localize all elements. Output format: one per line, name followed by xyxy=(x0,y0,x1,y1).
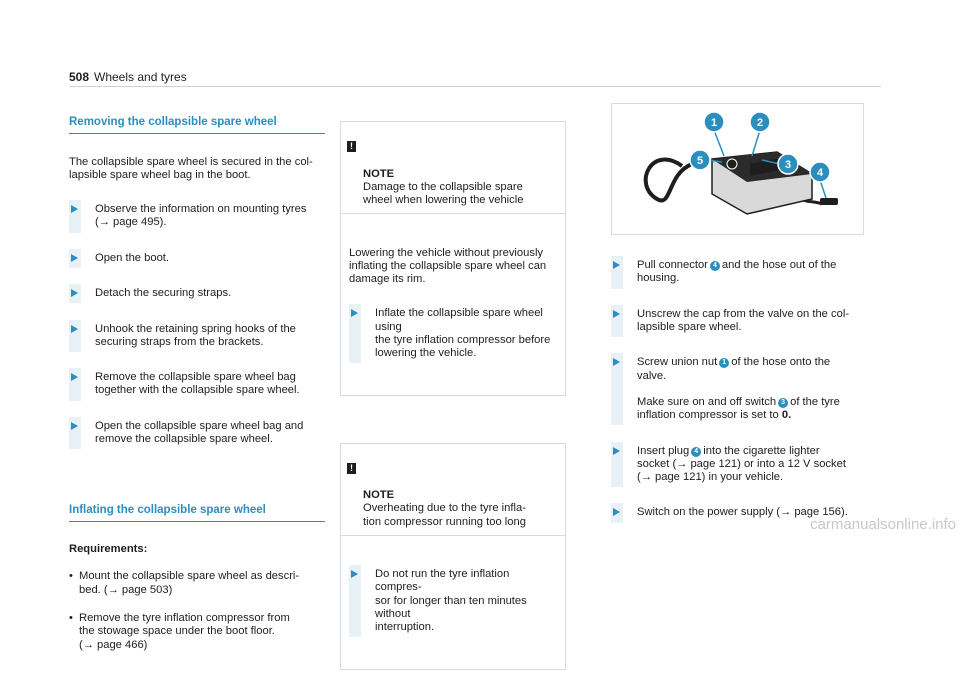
tyre-inflation-compressor-illustration xyxy=(612,104,863,234)
note-label: NOTE xyxy=(363,489,395,502)
step-item: Detach the securing straps. xyxy=(69,287,325,300)
callout-4 xyxy=(810,162,830,198)
step-arrow-icon xyxy=(613,447,620,455)
callout-badge: 1 xyxy=(719,358,729,368)
step-arrow-icon xyxy=(351,309,358,317)
svg-text:4: 4 xyxy=(816,167,824,179)
requirement-item: • Mount the collapsible spare wheel as descri- bed. (→ page 503) xyxy=(69,570,325,596)
step-item: Open the boot. xyxy=(69,252,325,265)
note-step: Do not run the tyre inflation compres- sor for longer than ten minutes without interruption. xyxy=(349,568,557,634)
switch xyxy=(727,159,737,169)
step-item: Unhook the retaining spring hooks of the securing straps from the brackets. xyxy=(69,323,325,349)
warning-icon: ! xyxy=(347,463,356,474)
step-item: Screw union nut 1 of the hose onto the valve. Make sure on and off switch 3 of the tyre inflation compressor is set to 0. xyxy=(611,356,867,422)
header-rule xyxy=(69,86,881,87)
callout-badge: 4 xyxy=(691,447,701,457)
note-header xyxy=(341,135,565,214)
note-box-damage xyxy=(340,121,566,396)
page-header-title: Wheels and tyres xyxy=(94,70,187,84)
step-item: Pull connector 4 and the hose out of the housing. xyxy=(611,259,867,285)
requirements-label: Requirements: xyxy=(69,543,148,556)
step-item: Insert plug 4 into the cigarette lighter socket (→ page 121) or into a 12 V socket (→ page 121) in your vehicle. xyxy=(611,445,867,485)
step-arrow-icon xyxy=(71,289,78,297)
step-item: Open the collapsible spare wheel bag and remove the collapsible spare wheel. xyxy=(69,420,325,446)
step-arrow-icon xyxy=(71,205,78,213)
step-arrow-icon xyxy=(71,373,78,381)
right-column xyxy=(611,246,867,542)
warning-icon: ! xyxy=(347,141,356,152)
intro-text: The collapsible spare wheel is secured in the col- lapsible spare wheel bag in the boot. xyxy=(69,155,313,181)
svg-text:1: 1 xyxy=(710,117,718,129)
step-arrow-icon xyxy=(613,358,620,366)
plug xyxy=(820,198,838,205)
watermark xyxy=(740,515,960,533)
step-item: Switch on the power supply (→ page 156). xyxy=(611,506,867,519)
note-text: Lowering the vehicle without previously inflating the collapsible spare wheel can damage its rim. xyxy=(349,246,547,286)
step-arrow-icon xyxy=(613,310,620,318)
compressor-figure xyxy=(611,103,864,235)
note-step: Inflate the collapsible spare wheel using the tyre inflation compressor before lowering the vehicle. xyxy=(349,307,557,360)
hose xyxy=(646,160,692,201)
left-column xyxy=(69,103,325,667)
svg-text:2: 2 xyxy=(756,117,764,129)
callout-badge: 3 xyxy=(778,398,788,408)
note-body xyxy=(341,549,565,655)
svg-text:5: 5 xyxy=(696,155,704,167)
callout-badge: 4 xyxy=(710,261,720,271)
section-title-inflating: Inflating the collapsible spare wheel xyxy=(69,504,325,522)
page-number: 508 xyxy=(69,70,90,84)
step-arrow-icon xyxy=(71,254,78,262)
step-arrow-icon xyxy=(613,508,620,516)
step-arrow-icon xyxy=(613,261,620,269)
svg-text:3: 3 xyxy=(784,159,792,171)
step-item: Remove the collapsible spare wheel bag together with the collapsible spare wheel. xyxy=(69,371,325,397)
note-header xyxy=(341,457,565,536)
note-title: Overheating due to the tyre infla- tion compressor running too long xyxy=(363,502,526,528)
middle-column xyxy=(340,103,566,688)
svg-text:carmanualsonline.info: carmanualsonline.info xyxy=(810,516,956,533)
note-label: NOTE xyxy=(363,167,395,180)
step-item: Unscrew the cap from the valve on the col- lapsible spare wheel. xyxy=(611,308,867,334)
requirement-item: • Remove the tyre inflation compressor from the stowage space under the boot floor. (→ page 466) xyxy=(69,612,325,652)
note-title: Damage to the collapsible spare wheel when lowering the vehicle xyxy=(363,180,524,207)
section-title-removing: Removing the collapsible spare wheel xyxy=(69,116,325,134)
callout-1 xyxy=(704,112,724,156)
step-arrow-icon xyxy=(351,570,358,578)
step-arrow-icon xyxy=(71,325,78,333)
step-item: Observe the information on mounting tyres (→ page 495). xyxy=(69,203,325,229)
callout-2 xyxy=(750,112,770,156)
note-box-overheating xyxy=(340,443,566,670)
note-body xyxy=(341,227,565,381)
step-arrow-icon xyxy=(71,422,78,430)
